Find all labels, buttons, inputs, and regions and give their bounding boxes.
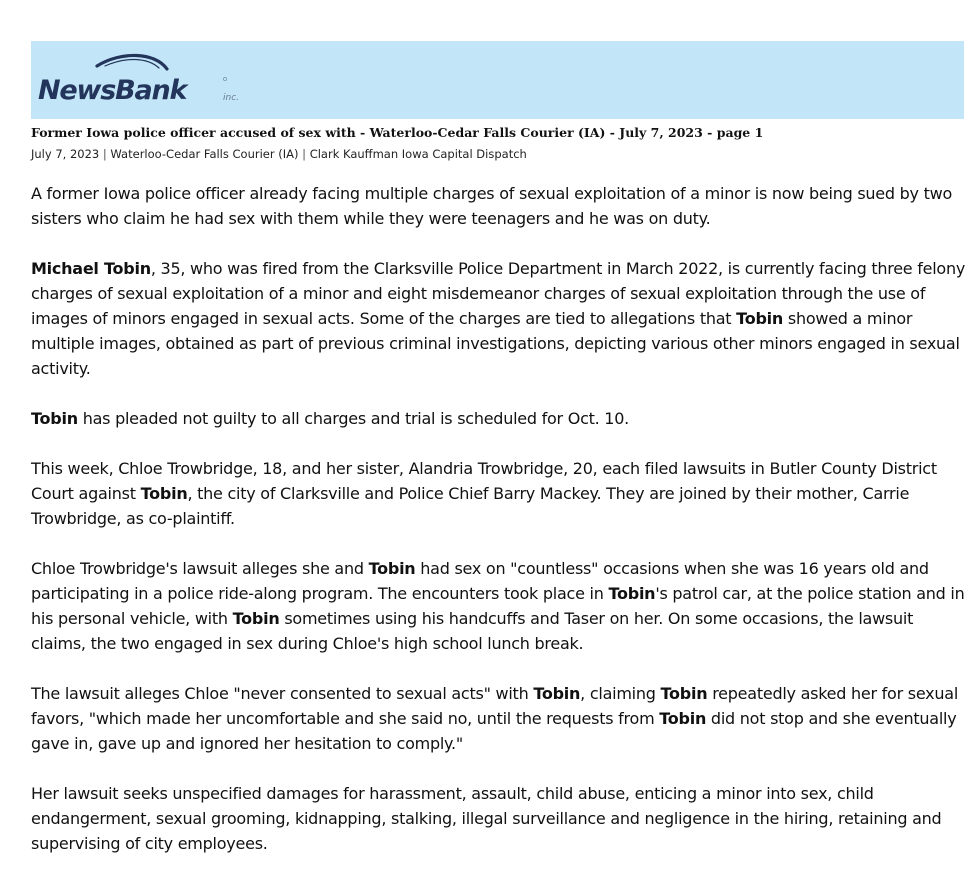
meta-separator: | (102, 147, 107, 161)
paragraph-text: did not stop and she eventually gave in, gave up and ignored her hesitation to comply." (31, 709, 957, 753)
logo-inc: inc. (223, 93, 240, 103)
svg-text:NewsBank (38, 75, 190, 106)
highlighted-term: Tobin (659, 709, 707, 728)
article-paragraph (31, 181, 966, 231)
paragraph-text: has pleaded not guilty to all charges and trial is scheduled for Oct. 10. (77, 409, 629, 428)
article-paragraph (31, 781, 966, 856)
paragraph-text: 's patrol car, at the police station and in his personal vehicle, with (31, 584, 965, 628)
highlighted-term: Michael Tobin (31, 259, 151, 278)
article-meta (31, 147, 961, 161)
article-paragraph (31, 456, 966, 531)
logo-news: News (38, 75, 116, 106)
highlighted-term: Tobin (232, 609, 280, 628)
header-banner (31, 41, 964, 119)
newsbank-logo (35, 49, 265, 109)
highlighted-term: Tobin (31, 409, 78, 428)
article-paragraph (31, 256, 966, 381)
article-paragraph (31, 406, 966, 431)
paragraph-text: showed a minor multiple images, obtained as part of previous criminal investigations, depicting various other minors engaged in sexual activity. (31, 309, 960, 378)
logo-bank: Bank (115, 75, 187, 106)
paragraph-text: had sex on "countless" occasions when she was 16 years old and participating in a police ride-along program. The encounters took place in (31, 559, 929, 603)
paragraph-text: repeatedly asked her for sexual favors, "which made her uncomfortable and she said no, until the requests from (31, 684, 959, 728)
paragraph-text: Chloe Trowbridge's lawsuit alleges she and (31, 559, 369, 578)
paragraph-text: Her lawsuit seeks unspecified damages for harassment, assault, child abuse, enticing a minor into sex, child endangerment, sexual grooming, kidnapping, stalking, illegal surveillance and negligence in the hiring, retaining and supervising of city employees. (31, 784, 942, 853)
paragraph-text: , claiming (580, 684, 661, 703)
paragraph-text: A former Iowa police officer already facing multiple charges of sexual exploitation of a minor is now being sued by two sisters who claim he had sex with them while they were teenagers and he was on duty. (31, 184, 952, 228)
article-paragraph (31, 681, 966, 756)
highlighted-term: Tobin (533, 684, 581, 703)
article-author: Clark Kauffman Iowa Capital Dispatch (309, 147, 527, 161)
article-body (31, 181, 966, 881)
paragraph-text: sometimes using his handcuffs and Taser on her. On some occasions, the lawsuit claims, the two engaged in sex during Chloe's high school lunch break. (31, 609, 914, 653)
meta-separator: | (302, 147, 307, 161)
highlighted-term: Tobin (608, 584, 656, 603)
highlighted-term: Tobin (736, 309, 784, 328)
highlighted-term: Tobin (140, 484, 188, 503)
paragraph-text: , 35, who was fired from the Clarksville Police Department in March 2022, is currently facing three felony charges of sexual exploitation of a minor and eight misdemeanor charges of sexual exploitation through the use of images of minors engaged in sexual acts. Some of the charges are tied to allegations that (31, 259, 966, 328)
highlighted-term: Tobin (660, 684, 708, 703)
article-source: Waterloo-Cedar Falls Courier (IA) (110, 147, 299, 161)
paragraph-text: The lawsuit alleges Chloe "never consented to sexual acts" with (31, 684, 534, 703)
highlighted-term: Tobin (368, 559, 416, 578)
article-paragraph (31, 556, 966, 656)
article-date: July 7, 2023 (31, 147, 100, 161)
article-headline: Former Iowa police officer accused of sex with - Waterloo-Cedar Falls Courier (IA) - July 7, 2023 - page 1 (31, 125, 764, 140)
paragraph-text: This week, Chloe Trowbridge, 18, and her sister, Alandria Trowbridge, 20, each filed lawsuits in Butler County District Court against (31, 459, 937, 503)
paragraph-text: , the city of Clarksville and Police Chief Barry Mackey. They are joined by their mother, Carrie Trowbridge, as co-plaintiff. (31, 484, 910, 528)
